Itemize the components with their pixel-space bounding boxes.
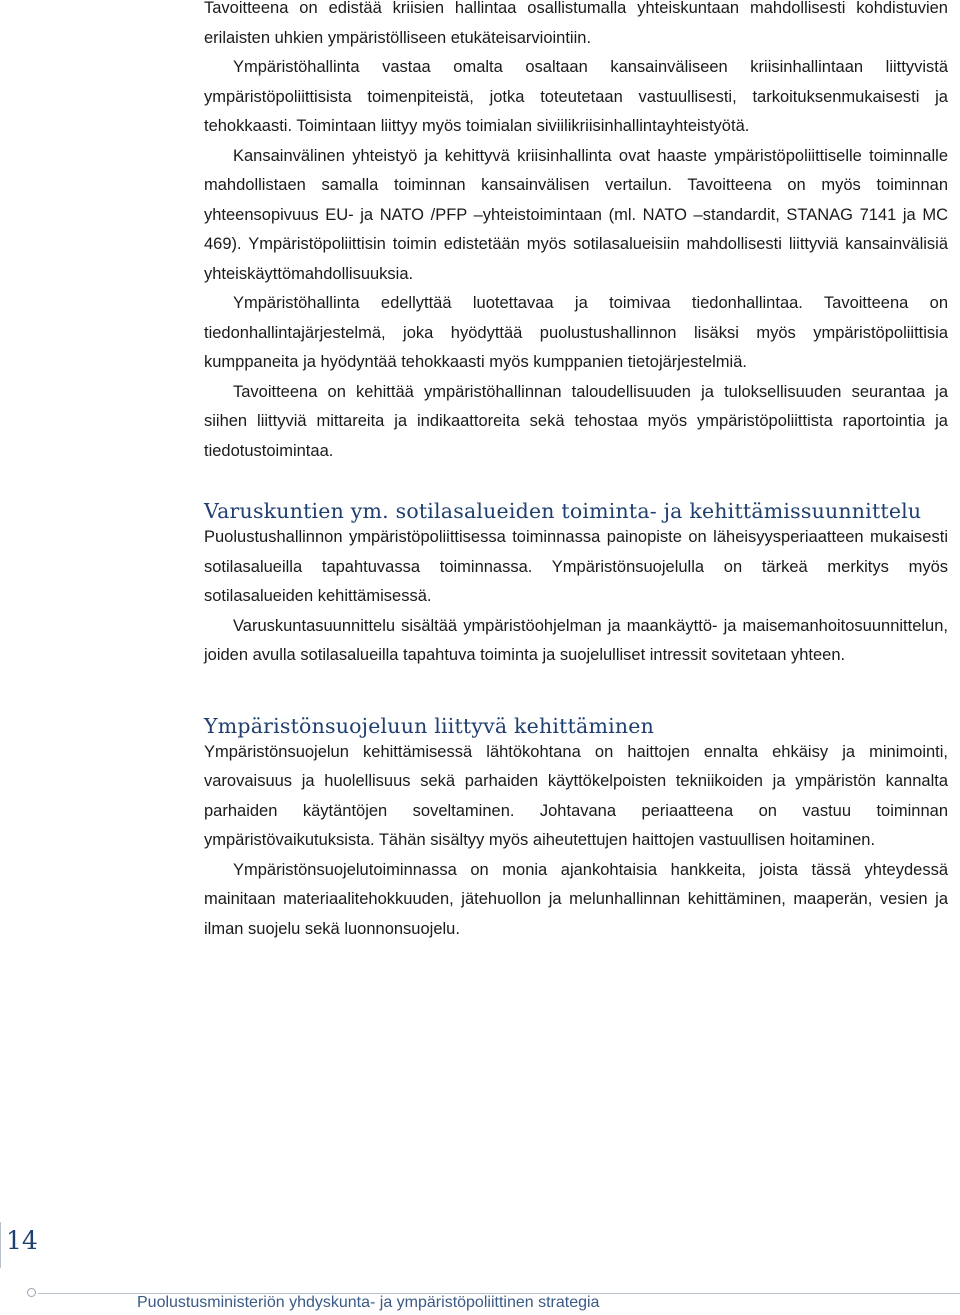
section1-paragraph-1: Puolustushallinnon ympäristöpoliittisessa toiminnassa painopiste on läheisyysperiaatteen mukaisesti sotilasalueilla tapahtuvassa toiminnassa. Ympäristönsuojelulla on tärkeä merkitys myös sotilasalueiden kehittämisessä. <box>204 528 948 605</box>
intro-paragraph-2: Ympäristöhallinta vastaa omalta osaltaan kansainväliseen kriisinhallintaan liittyvistä ympäristöpoliittisista toimenpiteistä, jotka toteutetaan vastuullisesti, tarkoituksenmukaisesti ja tehokkaasti. Toimintaan liittyy myös toimialan siviilikriisinhallintayhteistyötä. <box>204 58 948 135</box>
intro-paragraph-1: Tavoitteena on edistää kriisien hallintaa osallistumalla yhteiskuntaan mahdollisesti kohdistuvien erilaisten uhkien ympäristölliseen etukäteisarviointiin. <box>204 0 948 47</box>
footer-circle-ornament <box>27 1288 36 1297</box>
intro-paragraph-5: Tavoitteena on kehittää ympäristöhallinnan taloudellisuuden ja tuloksellisuuden seurantaa ja siihen liittyviä mittareita ja indikaattoreita sekä tehostaa myös ympäristöpoliittista raportointia ja tiedotustoimintaa. <box>204 382 948 460</box>
section2-paragraph-2: Ympäristönsuojelutoiminnassa on monia ajankohtaisia hankkeita, joista tässä yhteydessä mainitaan materiaalitehokkuuden, jätehuollon ja melunhallinnan kehittäminen, maaperän, vesien ja ilman suojelu sekä luonnonsuojelu. <box>204 860 948 938</box>
section-heading-garrison-planning: Varuskuntien ym. sotilasalueiden toiminta- ja kehittämissuunnittelu <box>204 499 922 523</box>
document-body <box>204 0 948 944</box>
section-heading-environmental-protection: Ympäristönsuojeluun liittyvä kehittäminen <box>204 713 655 738</box>
intro-paragraph-3: Kansainvälinen yhteistyö ja kehittyvä kriisinhallinta ovat haaste ympäristöpoliittiselle toiminnalle mahdollistaen samalla toiminnan kansainvälisen vertailun. Tavoitteena on myös toiminnan yhteensopivuus EU- ja NATO /PFP –yhteistoimintaan (ml. NATO –standardit, STANAG 7141 ja MC 469). Ympäristöpoliittisin toimin edistetään myös sotilasalueisiin mahdollisesti liittyviä kansainvälisiä yhteiskäyttömahdollisuuksia. <box>204 146 948 283</box>
footer-vertical-rule <box>0 1222 1 1268</box>
section1-paragraph-2: Varuskuntasuunnittelu sisältää ympäristöohjelman ja maankäyttö- ja maisemanhoitosuunnittelun, joiden avulla sotilasalueilla tapahtuva toiminta ja suojelulliset intressit sovitetaan yhteen. <box>204 616 948 664</box>
page-number: 14 <box>6 1226 38 1255</box>
section2-paragraph-1: Ympäristönsuojelun kehittämisessä lähtökohtana on haittojen ennalta ehkäisy ja minimointi, varovaisuus ja huolellisuus sekä parhaiden käyttökelpoisten tekniikoiden ja ympäristön kannalta parhaiden käytäntöjen soveltaminen. Johtavana periaatteena on vastuu toiminnan ympäristövaikutuksista. Tähän sisältyy myös aiheutettujen haittojen vastuullisen hoitaminen. <box>204 742 948 849</box>
footer-publication-title: Puolustusministeriön yhdyskunta- ja ympäristöpoliittinen strategia <box>137 1294 600 1311</box>
intro-paragraph-4: Ympäristöhallinta edellyttää luotettavaa ja toimivaa tiedonhallintaa. Tavoitteena on tiedonhallintajärjestelmä, joka hyödyttää puolustushallinnon lisäksi myös ympäristöpoliittisia kumppaneita ja hyödyntää tehokkaasti myös kumppanien tietojärjestelmiä. <box>204 294 948 371</box>
